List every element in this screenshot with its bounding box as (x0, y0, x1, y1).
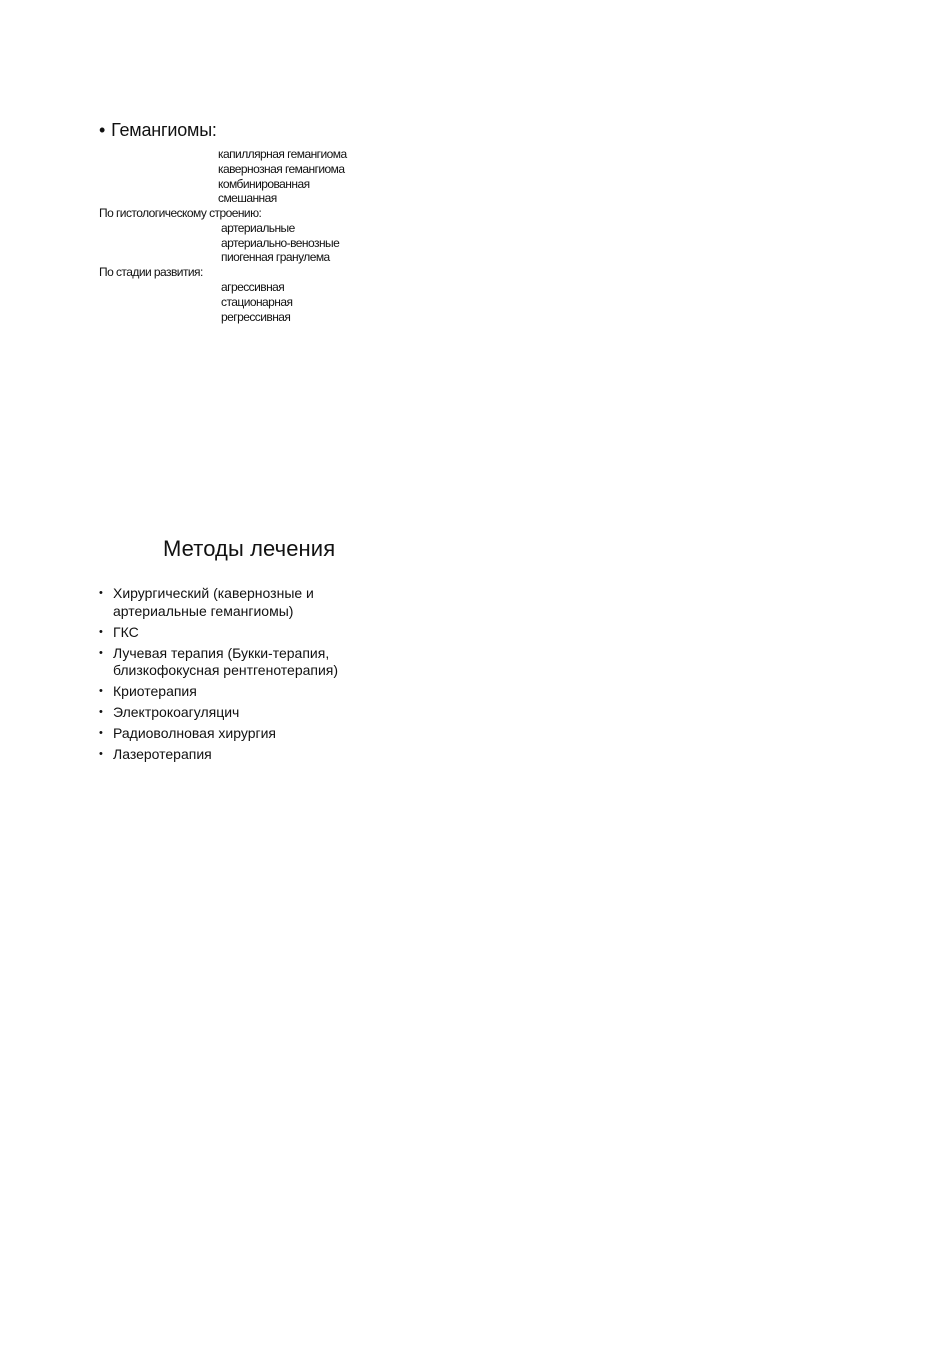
type-item: капиллярная гемангиома (218, 147, 347, 161)
list-item (99, 645, 399, 680)
hemangioma-heading (99, 120, 217, 141)
list-item-line: • ГКС (113, 623, 139, 640)
type-item: смешанная (218, 191, 277, 205)
list-item (99, 704, 399, 722)
treatment-title: Методы лечения (163, 536, 336, 561)
histology-item: пиогенная гранулема (221, 250, 330, 264)
list-item-line: • Радиоволновая хирургия (113, 725, 277, 741)
heading-bullet: • (99, 120, 106, 140)
stage-label: По стадии развития: (99, 265, 203, 279)
histology-item: артериальные (221, 221, 295, 235)
list-item-line: • Лазеротерапия (113, 746, 212, 762)
list-item (99, 585, 399, 620)
list-item-line: • Лучевая терапия (Букки-терапия, (113, 644, 330, 661)
histology-label: По гистологическому строению: (99, 206, 262, 220)
heading-text: Гемангиомы: (111, 120, 217, 140)
list-item (99, 746, 399, 764)
list-item-line: • Электрокоагуляцич (113, 704, 240, 720)
stage-item: регрессивная (221, 310, 291, 324)
type-item: кавернозная гемангиома (218, 162, 345, 176)
list-item (99, 683, 399, 701)
treatment-list (99, 585, 399, 767)
list-item-line: близкофокусная рентгенотерапия) (113, 662, 339, 678)
stage-item: агрессивная (221, 280, 285, 294)
list-item-line: • Криотерапия (113, 683, 197, 699)
type-item: комбинированная (218, 177, 310, 191)
list-item-line: артериальные гемангиомы) (113, 602, 294, 619)
stage-item: стационарная (221, 295, 293, 309)
list-item (99, 624, 399, 642)
list-item (99, 725, 399, 743)
list-item-line: • Хирургический (кавернозные и (113, 585, 314, 601)
histology-item: артериально-венозные (221, 236, 340, 250)
